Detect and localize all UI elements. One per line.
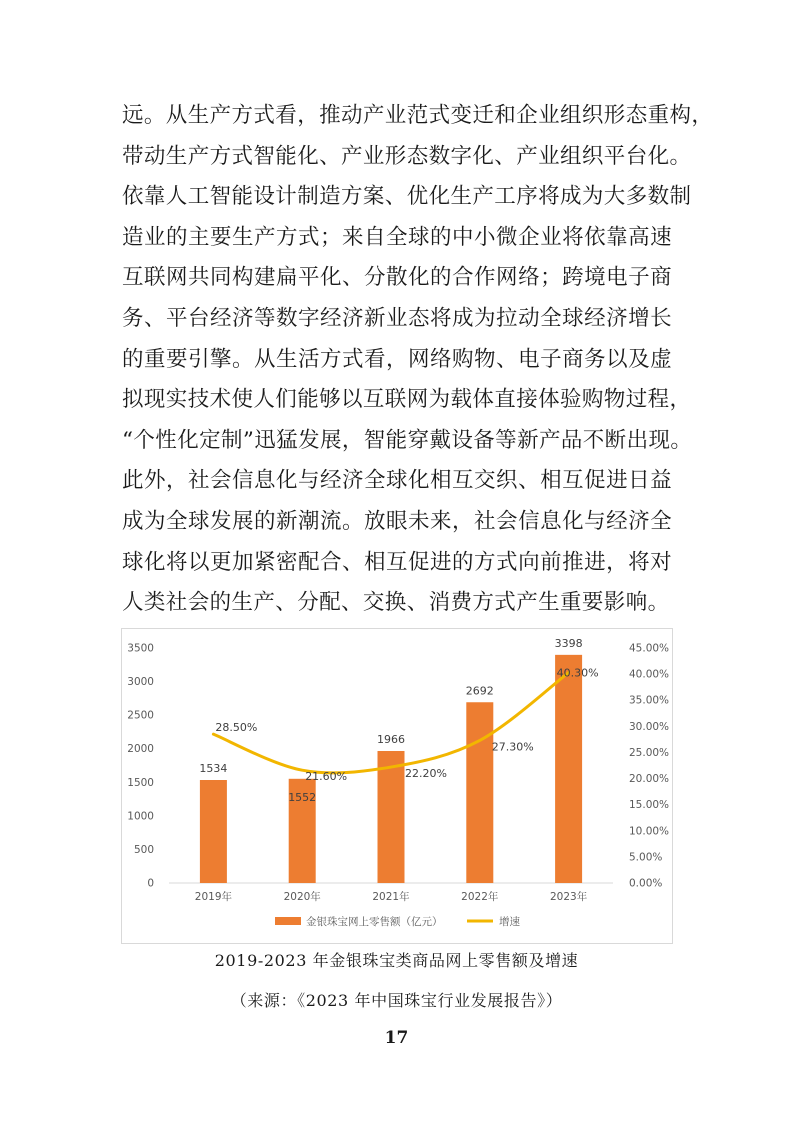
left-tick-label: 0 (147, 877, 154, 890)
left-tick-label: 2000 (127, 743, 154, 756)
chart-source: （来源：《2023 年中国珠宝行业发展报告》） (230, 991, 563, 1010)
rate-value-label: 28.50% (215, 721, 258, 735)
left-tick-label: 1500 (127, 776, 154, 789)
legend-bar-label: 金银珠宝网上零售额（亿元） (306, 916, 443, 928)
body-text (122, 96, 714, 624)
legend-bar-swatch (275, 917, 301, 925)
x-tick-label: 2022年 (461, 891, 499, 903)
page-number: 17 (384, 1028, 409, 1048)
rate-value-label: 40.30% (556, 666, 599, 680)
right-tick-label: 10.00% (629, 825, 670, 838)
right-tick-label: 20.00% (629, 773, 670, 786)
body-line: 球化将以更加紧密配合、相互促进的方式向前推进，将对 (122, 549, 672, 575)
x-tick-label: 2019年 (194, 891, 233, 903)
left-tick-label: 2500 (127, 709, 154, 722)
bar (378, 751, 405, 883)
body-line: 的重要引擎。从生活方式看，网络购物、电子商务以及虚 (122, 346, 672, 372)
x-tick-label: 2023年 (549, 891, 588, 903)
right-tick-label: 0.00% (629, 877, 663, 890)
right-tick-label: 15.00% (629, 799, 670, 812)
right-tick-label: 5.00% (629, 851, 663, 864)
body-line: 互联网共同构建扁平化、分散化的合作网络；跨境电子商 (122, 265, 672, 291)
body-line: 造业的主要生产方式；来自全球的中小微企业将依靠高速 (122, 224, 672, 250)
body-line: 远。从生产方式看，推动产业范式变迁和企业组织形态重构， (122, 103, 714, 128)
bar-value-label: 3398 (554, 636, 583, 650)
right-tick-label: 40.00% (629, 668, 670, 681)
left-tick-label: 3000 (127, 676, 154, 689)
right-tick-label: 25.00% (629, 746, 670, 759)
body-line: “个性化定制”迅猛发展，智能穿戴设备等新产品不断出现。 (122, 427, 693, 453)
chart-svg (121, 628, 673, 944)
rate-value-label: 21.60% (305, 770, 348, 784)
body-line: 依靠人工智能设计制造方案、优化生产工序将成为大多数制 (122, 184, 692, 210)
left-tick-label: 3500 (127, 642, 154, 655)
body-line: 带动生产方式智能化、产业形态数字化、产业组织平台化。 (122, 143, 692, 169)
body-line: 务、平台经济等数字经济新业态将成为拉动全球经济增长 (122, 305, 672, 331)
retail-chart (121, 628, 673, 944)
bar-value-label: 1552 (288, 790, 317, 804)
bar (555, 655, 582, 883)
right-tick-label: 35.00% (629, 694, 670, 707)
body-line: 成为全球发展的新潮流。放眼未来，社会信息化与经济全 (122, 508, 672, 534)
bar (466, 702, 493, 883)
bar-value-label: 1534 (199, 762, 228, 776)
bar-value-label: 1966 (377, 732, 405, 746)
bar (200, 780, 227, 883)
x-tick-label: 2021年 (372, 891, 410, 903)
chart-caption: 2019-2023 年金银珠宝类商品网上零售额及增速 (214, 951, 579, 970)
rate-value-label: 27.30% (491, 740, 534, 754)
x-tick-label: 2020年 (283, 891, 321, 903)
legend-line-label: 增速 (499, 916, 520, 928)
body-line: 拟现实技术使人们能够以互联网为载体直接体验购物过程， (122, 387, 692, 413)
rate-value-label: 22.20% (405, 767, 447, 781)
body-line: 此外，社会信息化与经济全球化相互交织、相互促进日益 (122, 468, 672, 494)
left-tick-label: 500 (133, 843, 154, 856)
right-tick-label: 45.00% (629, 642, 670, 655)
left-tick-label: 1000 (127, 810, 154, 823)
bar-value-label: 2692 (465, 684, 494, 698)
right-tick-label: 30.00% (629, 720, 670, 733)
body-line: 人类社会的生产、分配、交换、消费方式产生重要影响。 (122, 590, 670, 616)
